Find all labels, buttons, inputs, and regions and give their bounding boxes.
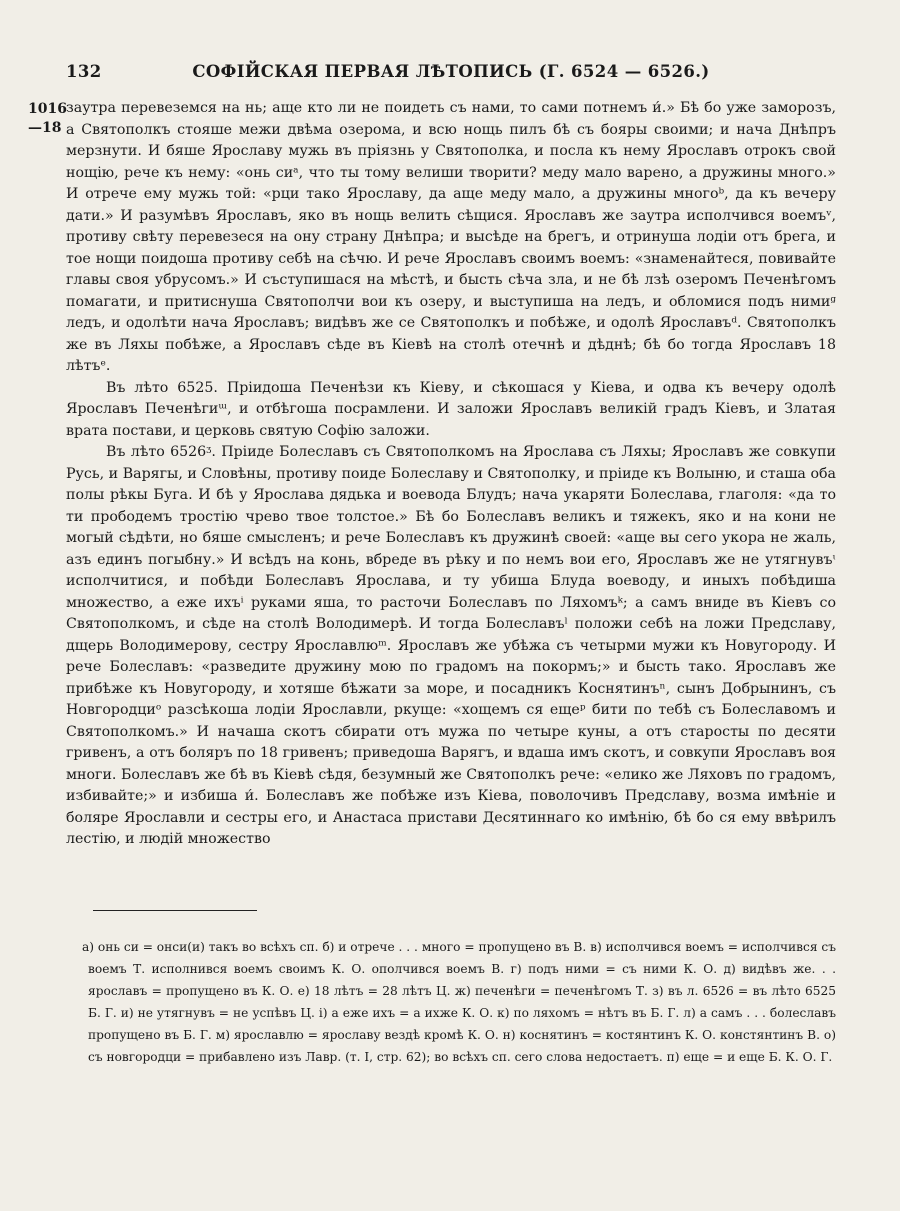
paragraph-year-6525: Въ лѣто 6525. Пріидоша Печенѣзи къ Кіеву, и сѣкошася у Кіева, и одва къ вечеру одолѣ Ярославъ Печенѣгиᵚ, и отбѣгоша посрамлени. И заложи Ярославъ великій градъ Кіевъ, и Златая врата постави, и церковь святую Софію заложи. [66,379,836,439]
footnote-apparatus: а) онь си = онси(и) такъ во всѣхъ сп. б) и отрече . . . много = пропущено въ В. в) исполчився воемъ = исполчився съ воемъ Т. исполнився воемъ своимъ К. О. ополчився воемъ В. г) подъ ними = съ ними К. О. д) видѣвъ же. . . ярославъ = пропущено въ К. О. е) 18 лѣтъ = 28 лѣтъ Ц. ж) печенѣги = печенѣгомъ Т. з) въ л. 6526 = въ лѣто 6525 Б. Г. и) не утягнувъ = не успѣвъ Ц. і) а еже ихъ = а ихже К. О. к) по ляхомъ = нѣтъ въ Б. Г. л) а самъ . . . болеславъ пропущено въ Б. Г. м) ярославлю = ярославу вездѣ кромѣ К. О. н) коснятинъ = костянтинъ К. О. констянтинъ В. о) съ новгородци = прибавлено изъ Лавр. (т. I, стр. 62); во всѣхъ сп. сего слова недостаетъ. п) еще = и еще Б. К. О. Г. [82,940,836,1064]
paragraph-continuation: заутра перевеземся на нь; аще кто ли не поидеть съ нами, то сами потнемъ и́.» Бѣ бо уже заморозъ, а Святополкъ стояше межи двѣма озерома, и всю нощь пилъ бѣ съ бояры своими; и нача Днѣпръ мерзнути. И бяше Ярославу мужь въ пріязнь у Святополка, и посла къ нему Ярославъ отрокъ свой нощію, рече къ нему: «онь сиᵃ, что ты тому велиши творити? меду мало варено, а дружины много.» И отрече ему мужь той: «рци тако Ярославу, да аще меду мало, а дружины многоᵇ, да къ вечеру дати.» И разумѣвъ Ярославъ, яко въ нощь велить сѣщися. Ярославъ же заутра исполчився воемъᵛ, противу свѣту перевезеся на ону страну Днѣпра; и высѣде на брегъ, и отринуша лодіи отъ брега, и тое нощи поидоша противу себѣ на сѣчю. И рече Ярославъ своимъ воемъ: «знаменайтеся, повивайте главы своя убрусомъ.» И съступишася на мѣстѣ, и бысть сѣча зла, и не бѣ лзѣ озеромъ Печенѣгомъ помагати, и притиснуша Святополчи вои къ озеру, и выступиша на ледъ, и обломися подъ нимиᵍ ледъ, и одолѣти нача Ярославъ; видѣвъ же се Святополкъ и побѣже, и одолѣ Ярославъᵈ. Святополкъ же въ Ляхы побѣже, а Ярославъ сѣде въ Кіевѣ на столѣ отечнѣ и дѣднѣ; бѣ бо тогда Ярославъ 18 лѣтъᵉ. [66,100,836,374]
paragraph-year-6526: Въ лѣто 6526ᶾ. Пріиде Болеславъ съ Святополкомъ на Ярослава съ Ляхы; Ярославъ же совкупи Русь, и Варягы, и Словѣны, противу поиде Болеславу и Святополку, и пріиде къ Волыню, и сташа оба полы рѣкы Буга. И бѣ у Ярослава дядька и воевода Блудъ; нача укаряти Болеслава, глаголя: «да то ти прободемъ тростію чрево твое толстое.» Бѣ бо Болеславъ великъ и тяжекъ, яко и на кони не могый сѣдѣти, но бяше смысленъ; и рече Болеславъ къ дружинѣ своей: «аще вы сего укора не жаль, азъ единъ погыбну.» И всѣдъ на конь, вбреде въ рѣку и по немъ вои его, Ярославъ же не утягнувъᶥ исполчитися, и побѣди Болеславъ Ярослава, и ту убиша Блуда воеводу, и иныхъ побѣдиша множество, а еже ихъⁱ руками яша, то расточи Болеславъ по Ляхомъᵏ; а самъ вниде въ Кіевъ со Святополкомъ, и сѣде на столѣ Володимерѣ. И тогда Болеславъˡ положи себѣ на ложи Предславу, дщерь Володимерову, сестру Ярославлюᵐ. Ярославъ же убѣжа съ четырми мужи къ Новугороду. И рече Болеславъ: «разведите дружину мою по градомъ на покормъ;» и бысть тако. Ярославъ же прибѣже къ Новугороду, и хотяше бѣжати за море, и посадникъ Коснятинъⁿ, сынъ Добрынинъ, съ Новгородциᵒ разсѣкоша лодіи Ярославли, ркуще: «хощемъ ся ещеᵖ бити по тебѣ съ Болеславомъ и Святополкомъ.» И начаша скотъ сбирати отъ мужа по четыре куны, а отъ старосты по десяти гривенъ, а отъ боляръ по 18 гривенъ; приведоша Варягъ, и вдаша имъ скотъ, и совкупи Ярославъ воя многи. Болеславъ же бѣ въ Кіевѣ сѣдя, безумный же Святополкъ рече: «елико же Ляховъ по градомъ, избивайте;» и избиша и́. Болеславъ же побѣже изъ Кіева, поволочивъ Предславу, возма имѣніе и боляре Ярославли и сестры его, и Анастаса пристави Десятиннаго ко имѣнію, бѣ бо ся ему ввѣрилъ лестію, и людій множество [66,444,836,847]
margin-year-start: 1016 [28,101,67,117]
page-number: 132 [66,62,102,81]
footnote-divider [93,910,257,911]
running-header [66,62,836,86]
footnotes [66,936,836,1068]
chronicle-text [66,98,836,851]
margin-year-note [28,100,67,138]
running-title: СОФІЙСКАЯ ПЕРВАЯ ЛѢТОПИСЬ (Г. 6524 — 6526.) [192,62,710,81]
margin-year-end: —18 [28,120,62,136]
